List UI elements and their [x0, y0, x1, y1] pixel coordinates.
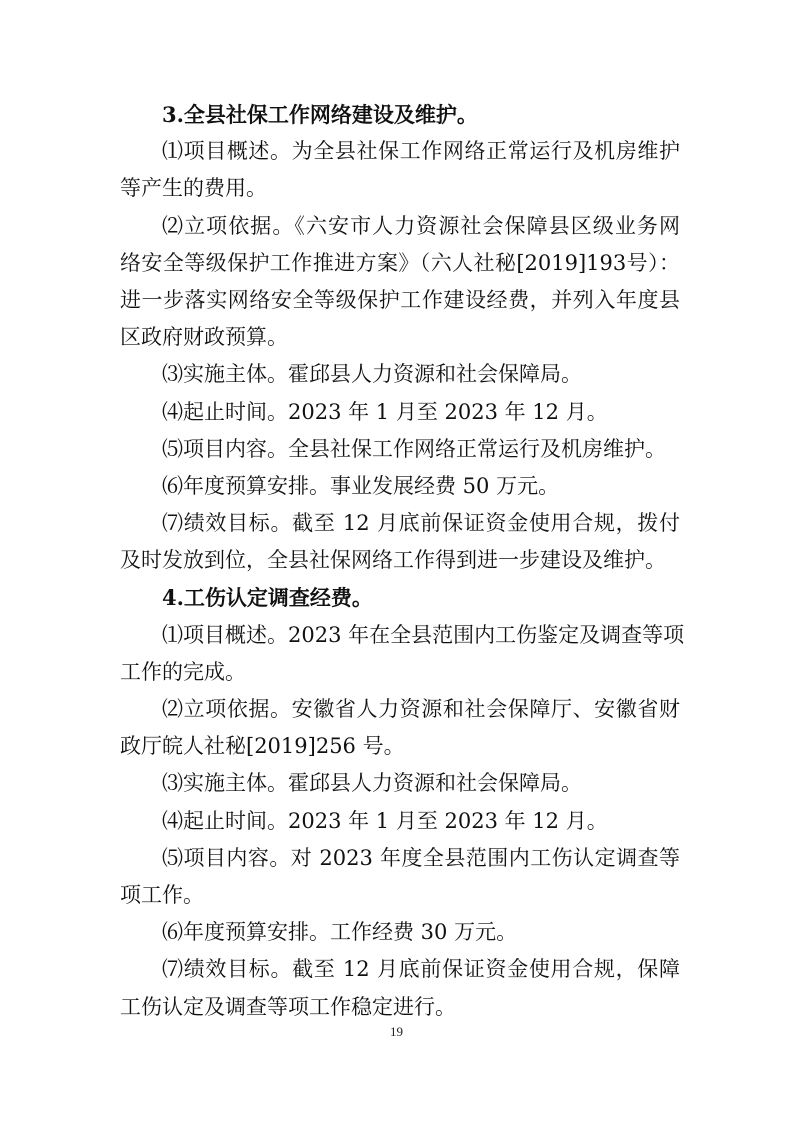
section-4-content-line-1: ⑸项目内容。对 2023 年度全县范围内工伤认定调查等 — [162, 845, 680, 870]
section-3-basis-line-4: 区政府财政预算。 — [120, 325, 288, 350]
section-4-goal-line-1: ⑺绩效目标。截至 12 月底前保证资金使用合规，保障 — [162, 957, 680, 982]
section-3-overview-line-2: 等产生的费用。 — [120, 176, 267, 201]
section-4-basis-line-2: 政厅皖人社秘[2019]256 号。 — [120, 734, 405, 759]
section-4-basis-line-1: ⑵立项依据。安徽省人力资源和社会保障厅、安徽省财 — [162, 697, 680, 721]
section-3-basis-line-3: 进一步落实网络安全等级保护工作建设经费，并列入年度县 — [120, 287, 680, 312]
section-4-period: ⑷起止时间。2023 年 1 月至 2023 年 12 月。 — [162, 808, 608, 833]
section-3-heading: 3.全县社保工作网络建设及维护。 — [162, 102, 478, 127]
section-4-goal-line-2: 工伤认定及调查等项工作稳定进行。 — [120, 994, 456, 1019]
section-4-overview-line-1: ⑴项目概述。2023 年在全县范围内工伤鉴定及调查等项 — [162, 622, 685, 647]
section-3-budget: ⑹年度预算安排。事业发展经费 50 万元。 — [162, 473, 560, 498]
section-4-overview-line-2: 工作的完成。 — [120, 659, 246, 684]
section-3-basis-line-1: ⑵立项依据。《六安市人力资源社会保障县区级业务网 — [162, 213, 680, 238]
section-3-goal-line-2: 及时发放到位，全县社保网络工作得到进一步建设及维护。 — [120, 548, 666, 573]
section-3-goal-line-1: ⑺绩效目标。截至 12 月底前保证资金使用合规，拨付 — [162, 511, 680, 536]
document-body — [120, 96, 685, 1026]
section-3-entity: ⑶实施主体。霍邱县人力资源和社会保障局。 — [162, 362, 582, 387]
section-4-entity: ⑶实施主体。霍邱县人力资源和社会保障局。 — [162, 771, 582, 796]
section-3-period: ⑷起止时间。2023 年 1 月至 2023 年 12 月。 — [162, 399, 608, 424]
page-number: 19 — [390, 1024, 403, 1039]
section-3-basis-line-2: 络安全等级保护工作推进方案》（六人社秘[2019]193号）： — [120, 250, 680, 275]
section-4-heading: 4.工伤认定调查经费。 — [162, 585, 373, 611]
section-4-content-line-2: 项工作。 — [120, 882, 204, 907]
section-3-content: ⑸项目内容。全县社保工作网络正常运行及机房维护。 — [162, 436, 666, 461]
section-3-overview-line-1: ⑴项目概述。为全县社保工作网络正常运行及机房维护 — [162, 139, 680, 164]
section-4-budget: ⑹年度预算安排。工作经费 30 万元。 — [162, 920, 518, 945]
